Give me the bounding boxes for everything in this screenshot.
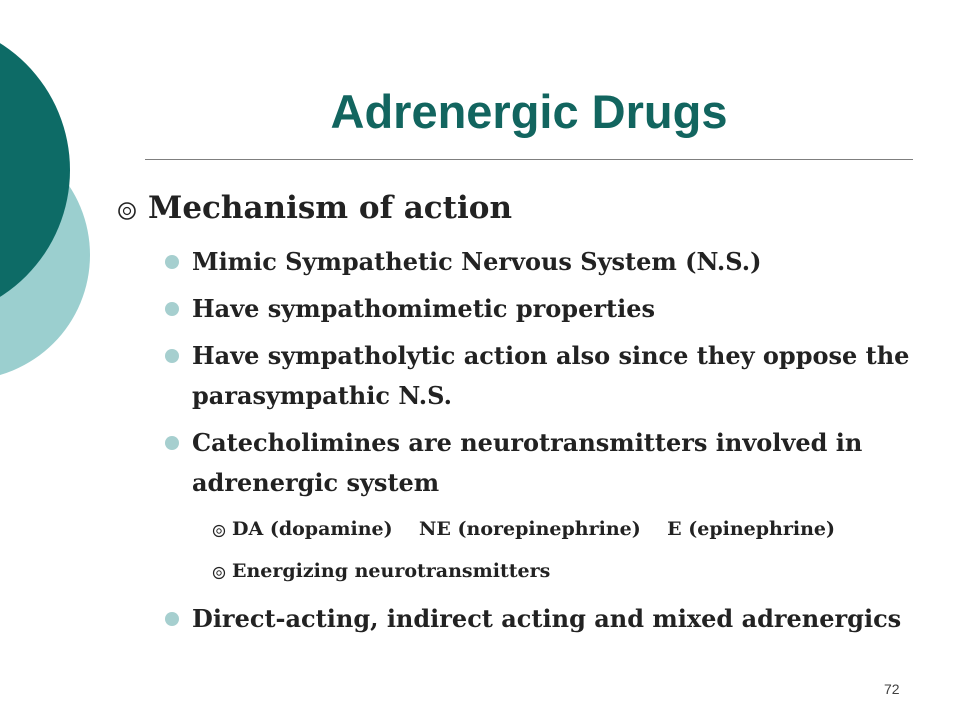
ring-bullet-icon [116, 200, 138, 222]
page-number: 72 [884, 681, 900, 697]
dot-bullet-icon [165, 302, 179, 316]
bullet-item: Catecholimines are neurotransmitters involved in adrenergic system [192, 428, 863, 497]
bullet-item: Have sympathomimetic properties [192, 294, 655, 323]
slide-title: Adrenergic Drugs [330, 85, 728, 138]
title-divider [145, 159, 913, 160]
ring-bullet-icon [212, 566, 226, 580]
dot-bullet-icon [165, 436, 179, 450]
bullet-item: Have sympatholytic action also since they oppose the parasympathic N.S. [192, 341, 910, 410]
sub-bullet-item: DA (dopamine) NE (norepinephrine) E (epinephrine) [232, 518, 835, 540]
sub-bullet-item: Energizing neurotransmitters [232, 560, 551, 582]
bullet-item: Direct-acting, indirect acting and mixed adrenergics [192, 604, 902, 633]
bullet-item: Mimic Sympathetic Nervous System (N.S.) [192, 247, 762, 276]
dot-bullet-icon [165, 612, 179, 626]
ring-bullet-icon [212, 524, 226, 538]
section-heading: Mechanism of action [148, 190, 512, 226]
dot-bullet-icon [165, 349, 179, 363]
dot-bullet-icon [165, 255, 179, 269]
